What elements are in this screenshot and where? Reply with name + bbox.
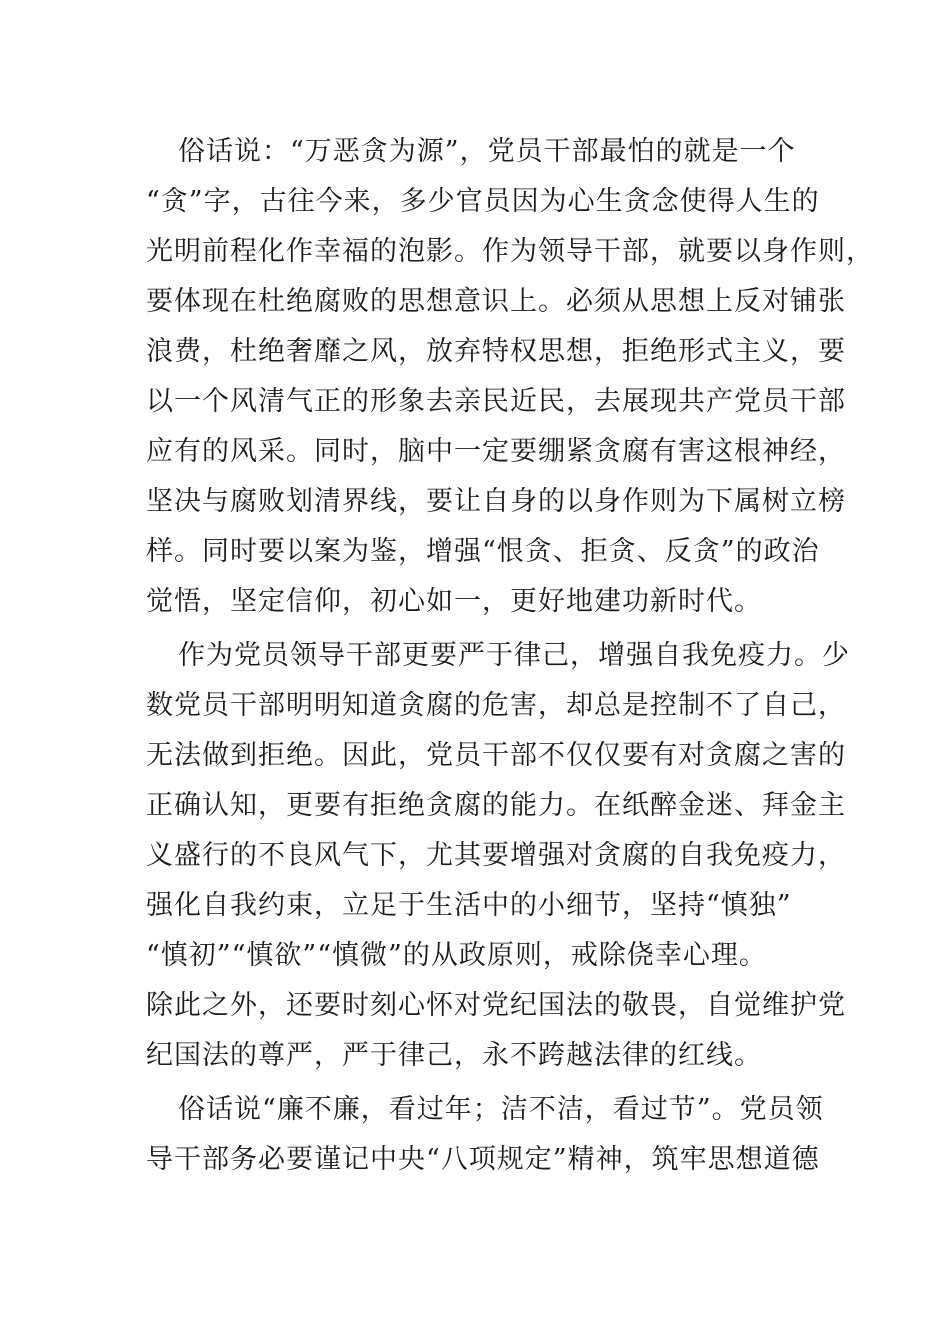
paragraph-2-line-4: 正确认知，更要有拒绝贪腐的能力。在纸醉金迷、拜金主 xyxy=(146,790,846,821)
paragraph-1-line-8: 坚决与腐败划清界线，要让自身的以身作则为下属树立榜 xyxy=(146,486,846,517)
paragraph-2-line-6: 强化自我约束，立足于生活中的小细节，坚持“慎独” xyxy=(146,890,792,921)
paragraph-1-line-10: 觉悟，坚定信仰，初心如一，更好地建功新时代。 xyxy=(146,586,762,617)
paragraph-1-line-5: 浪费，杜绝奢靡之风，放弃特权思想，拒绝形式主义，要 xyxy=(146,336,846,367)
paragraph-2-line-7: “慎初”“慎欲”“慎微”的从政原则，戒除侥幸心理。 xyxy=(146,940,767,971)
paragraph-2-line-5: 义盛行的不良风气下，尤其要增强对贪腐的自我免疫力， xyxy=(146,840,846,871)
paragraph-2-line-2: 数党员干部明明知道贪腐的危害，却总是控制不了自己， xyxy=(146,690,846,721)
paragraph-2-line-1: 作为党员领导干部更要严于律己，增强自我免疫力。少 xyxy=(178,640,850,671)
paragraph-2-line-8: 除此之外，还要时刻心怀对党纪国法的敬畏，自觉维护党 xyxy=(146,990,846,1021)
paragraph-1-line-3: 光明前程化作幸福的泡影。作为领导干部，就要以身作则， xyxy=(146,236,874,267)
paragraph-2-line-3: 无法做到拒绝。因此，党员干部不仅仅要有对贪腐之害的 xyxy=(146,740,846,771)
paragraph-1-line-7: 应有的风采。同时，脑中一定要绷紧贪腐有害这根神经， xyxy=(146,436,846,467)
paragraph-1-line-1: 俗话说：“万恶贪为源”，党员干部最怕的就是一个 xyxy=(178,136,796,167)
paragraph-1-line-4: 要体现在杜绝腐败的思想意识上。必须从思想上反对铺张 xyxy=(146,286,846,317)
paragraph-3-line-1: 俗话说“廉不廉，看过年；洁不洁，看过节”。党员领 xyxy=(178,1094,824,1125)
paragraph-1-line-2: “贪”字，古往今来，多少官员因为心生贪念使得人生的 xyxy=(146,186,820,217)
paragraph-1-line-6: 以一个风清气正的形象去亲民近民，去展现共产党员干部 xyxy=(146,386,846,417)
paragraph-2-line-9: 纪国法的尊严，严于律己，永不跨越法律的红线。 xyxy=(146,1040,762,1071)
paragraph-1-line-9: 样。同时要以案为鉴，增强“恨贪、拒贪、反贪”的政治 xyxy=(146,536,820,567)
paragraph-3-line-2: 导干部务必要谨记中央“八项规定”精神，筑牢思想道德 xyxy=(146,1144,820,1175)
